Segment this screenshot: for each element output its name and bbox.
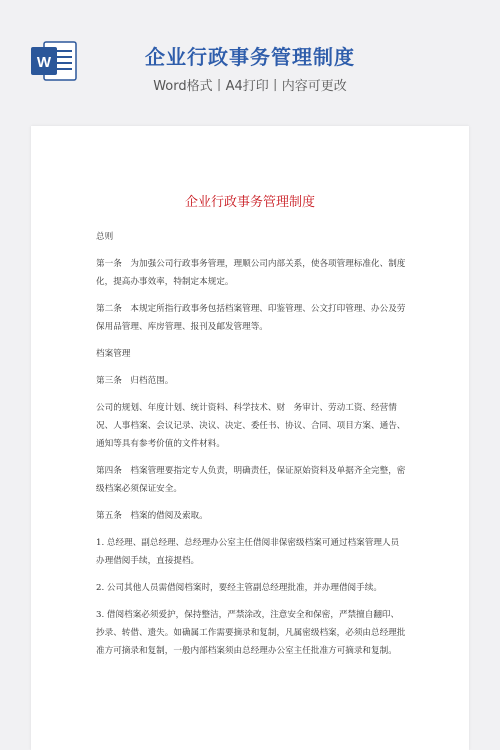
svg-text:W: W <box>36 54 52 71</box>
article-4: 第四条 档案管理要指定专人负责，明确责任，保证原始资料及单据齐全完整，密级档案必须保证安全。 <box>96 466 406 494</box>
document-page <box>31 126 469 750</box>
list-item-1: 1. 总经理、副总经理、总经理办公室主任借阅非保密级档案可通过档案管理人员办理借阅手续，直接提档。 <box>96 538 400 566</box>
list-item-2: 2. 公司其他人员需借阅档案时，要经主管副总经理批准，并办理借阅手续。 <box>96 583 382 593</box>
document-title: 企业行政事务管理制度 <box>184 195 315 210</box>
list-item-3: 3. 借阅档案必须爱护，保持整洁，严禁涂改，注意安全和保密，严禁擅自翻印、抄录、转借、遗失。如确属工作需要摘录和复制，凡属密级档案，必须由总经理批准方可摘录和复制，一般内部档案须由总经理办公室主任批准方可摘录和复制。 <box>96 610 406 656</box>
archive-scope-paragraph: 公司的规划、年度计划、统计资料、科学技术、财 务审计、劳动工资、经营情况、人事档案、会议记录、决议、决定、委任书、协议、合同、项目方案、通告、通知等具有参考价值的文件材料。 <box>96 403 406 449</box>
page-title: 企业行政事务管理制度 <box>145 45 355 69</box>
page-header <box>0 0 500 115</box>
document-body <box>96 228 406 669</box>
section-heading-general: 总则 <box>96 232 114 242</box>
article-2: 第二条 本规定所指行政事务包括档案管理、印鉴管理、公文打印管理、办公及劳保用品管理、库房管理、报刊及邮发管理等。 <box>96 304 406 332</box>
page-subtitle: Word格式丨A4打印丨内容可更改 <box>153 79 347 94</box>
article-1: 第一条 为加强公司行政事务管理，理顺公司内部关系，使各项管理标准化、制度化，提高办事效率，特制定本规定。 <box>96 259 406 287</box>
article-5: 第五条 档案的借阅及索取。 <box>96 511 208 521</box>
article-3: 第三条 归档范围。 <box>96 376 174 386</box>
section-heading-archives: 档案管理 <box>96 349 131 359</box>
